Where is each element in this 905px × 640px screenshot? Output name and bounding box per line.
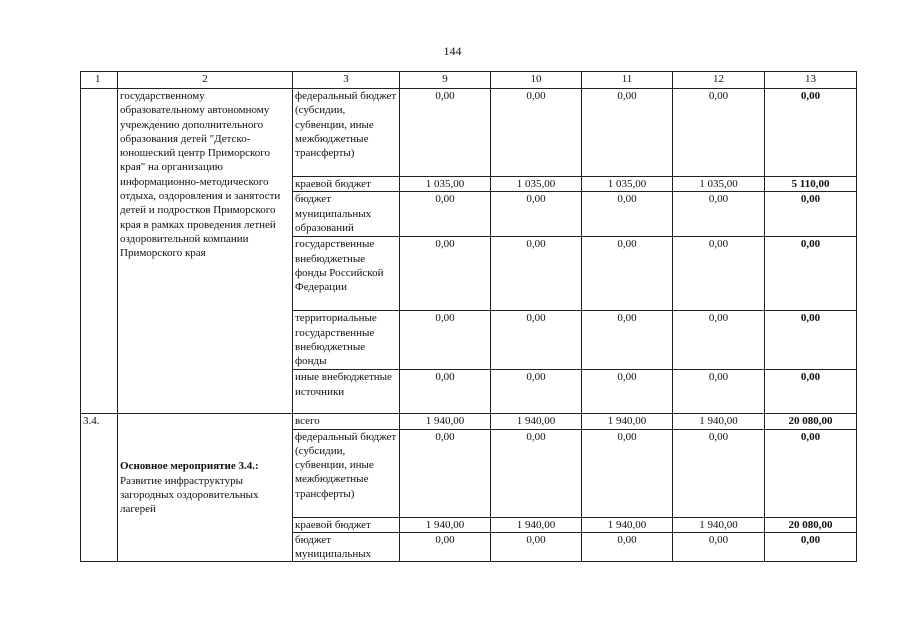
total-cell: 5 110,00	[765, 177, 857, 192]
value-cell: 0,00	[491, 370, 582, 414]
page-number: 144	[443, 44, 462, 58]
value-cell: 0,00	[582, 192, 673, 237]
table-row	[81, 89, 857, 177]
total-cell: 0,00	[765, 532, 857, 562]
total-cell: 0,00	[765, 311, 857, 370]
row-number-cell: 3.4.	[81, 414, 118, 562]
value-cell: 0,00	[400, 429, 491, 517]
funding-source: государственные внебюджетные фонды Российской Федерации	[293, 237, 400, 311]
value-cell: 1 035,00	[400, 177, 491, 192]
funding-source: краевой бюджет	[293, 177, 400, 192]
row-number-cell	[81, 89, 118, 414]
table-row	[81, 414, 857, 429]
total-cell: 0,00	[765, 192, 857, 237]
value-cell: 1 940,00	[673, 414, 765, 429]
value-cell: 0,00	[400, 192, 491, 237]
total-cell: 0,00	[765, 89, 857, 177]
value-cell: 1 035,00	[491, 177, 582, 192]
funding-source: федеральный бюджет (субсидии, субвенции, иные межбюджетные трансферты)	[293, 429, 400, 517]
value-cell: 0,00	[582, 311, 673, 370]
value-cell: 0,00	[673, 237, 765, 311]
value-cell: 0,00	[673, 89, 765, 177]
total-cell: 0,00	[765, 370, 857, 414]
value-cell: 0,00	[400, 370, 491, 414]
value-cell: 1 940,00	[582, 517, 673, 532]
value-cell: 1 035,00	[582, 177, 673, 192]
value-cell: 0,00	[491, 192, 582, 237]
funding-source: бюджет муниципальных образований	[293, 192, 400, 237]
value-cell: 0,00	[400, 532, 491, 562]
total-cell: 0,00	[765, 237, 857, 311]
measure-description: Развитие инфраструктуры загородных оздоровительных лагерей	[120, 474, 259, 516]
budget-table	[80, 71, 857, 562]
value-cell: 0,00	[582, 429, 673, 517]
value-cell: 0,00	[491, 237, 582, 311]
col-header-12: 12	[673, 72, 765, 89]
funding-source: территориальные государственные внебюджетные фонды	[293, 311, 400, 370]
value-cell: 1 940,00	[400, 517, 491, 532]
measure-description: государственному образовательному автономному учреждению дополнительного образования детей "Детско-юношеский центр Приморского края" на организацию информационно-методического отдыха, оздоровления и занятости детей и подростков Приморского края в рамках проведения летней оздоровительной компании Приморского края	[118, 89, 293, 414]
funding-source: бюджет муниципальных	[293, 532, 400, 562]
value-cell: 1 940,00	[582, 414, 673, 429]
funding-source: всего	[293, 414, 400, 429]
value-cell: 0,00	[582, 370, 673, 414]
value-cell: 1 035,00	[673, 177, 765, 192]
col-header-10: 10	[491, 72, 582, 89]
value-cell: 0,00	[582, 237, 673, 311]
value-cell: 0,00	[673, 311, 765, 370]
measure-description-cell	[118, 414, 293, 562]
col-header-3: 3	[293, 72, 400, 89]
value-cell: 0,00	[491, 311, 582, 370]
value-cell: 0,00	[673, 370, 765, 414]
value-cell: 0,00	[491, 429, 582, 517]
col-header-2: 2	[118, 72, 293, 89]
col-header-13: 13	[765, 72, 857, 89]
funding-source: краевой бюджет	[293, 517, 400, 532]
value-cell: 0,00	[400, 89, 491, 177]
col-header-1: 1	[81, 72, 118, 89]
value-cell: 1 940,00	[491, 517, 582, 532]
col-header-11: 11	[582, 72, 673, 89]
value-cell: 1 940,00	[673, 517, 765, 532]
funding-source: иные внебюджетные источники	[293, 370, 400, 414]
measure-title: Основное мероприятие 3.4.:	[120, 460, 259, 473]
value-cell: 0,00	[400, 237, 491, 311]
value-cell: 0,00	[582, 532, 673, 562]
value-cell: 1 940,00	[400, 414, 491, 429]
value-cell: 0,00	[582, 89, 673, 177]
value-cell: 0,00	[491, 89, 582, 177]
value-cell: 0,00	[673, 532, 765, 562]
value-cell: 0,00	[673, 192, 765, 237]
column-header-row	[81, 72, 857, 89]
value-cell: 1 940,00	[491, 414, 582, 429]
funding-source: федеральный бюджет (субсидии, субвенции, иные межбюджетные трансферты)	[293, 89, 400, 177]
total-cell: 20 080,00	[765, 517, 857, 532]
value-cell: 0,00	[400, 311, 491, 370]
total-cell: 0,00	[765, 429, 857, 517]
value-cell: 0,00	[673, 429, 765, 517]
total-cell: 20 080,00	[765, 414, 857, 429]
value-cell: 0,00	[491, 532, 582, 562]
col-header-9: 9	[400, 72, 491, 89]
